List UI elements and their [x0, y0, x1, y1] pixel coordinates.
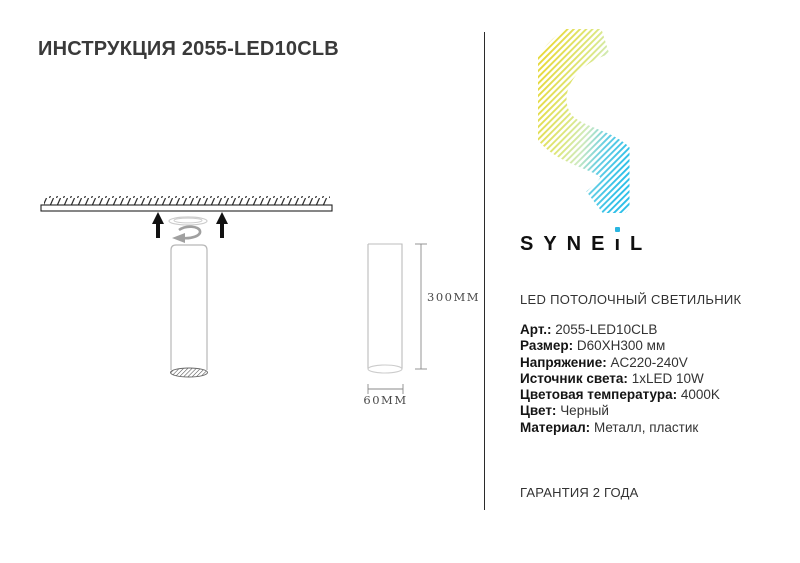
fixture-lens [171, 368, 208, 377]
spec-row [520, 403, 720, 419]
mount-ring-icon [169, 217, 207, 225]
spec-value: AC220-240V [610, 354, 688, 370]
wordmark-i: ı [614, 233, 630, 256]
syneil-logo [529, 29, 653, 213]
ceiling-hatch [44, 196, 330, 205]
width-dim-label: 60MM [363, 393, 408, 407]
rotate-arrow-icon [172, 227, 200, 243]
spec-label: Источник света: [520, 370, 628, 386]
spec-row [520, 322, 720, 338]
spec-list [520, 322, 720, 436]
spec-value: Черный [560, 403, 609, 419]
spec-label: Цветовая температура: [520, 387, 678, 403]
spec-row [520, 338, 720, 354]
spec-value: 4000K [680, 387, 720, 403]
i-dot [615, 227, 620, 232]
wordmark-pre: SYNE [520, 233, 615, 255]
spec-row [520, 371, 720, 387]
product-type-heading: LED ПОТОЛОЧНЫЙ СВЕТИЛЬНИК [520, 292, 742, 307]
ceiling-bar [41, 205, 332, 211]
spec-value: 1xLED 10W [631, 370, 704, 386]
height-dim-line [415, 244, 427, 369]
brand-wordmark [520, 233, 652, 256]
fixture-body [171, 245, 207, 370]
spec-value: Металл, пластик [593, 419, 699, 435]
spec-label: Размер: [520, 338, 574, 354]
spec-label: Материал: [520, 419, 591, 435]
spec-value: D60XH300 мм [576, 338, 666, 354]
spec-row [520, 355, 720, 371]
page-title: ИНСТРУКЦИЯ 2055-LED10CLB [38, 38, 339, 60]
spec-row [520, 420, 720, 436]
spec-label: Цвет: [520, 403, 557, 419]
spec-row [520, 387, 720, 403]
mount-arrow-left [152, 212, 164, 238]
spec-value: 2055-LED10CLB [555, 322, 658, 337]
mount-arrow-right [216, 212, 228, 238]
wordmark-post: L [630, 233, 653, 255]
height-dim-label: 300MM [427, 290, 480, 304]
spec-label: Напряжение: [520, 354, 607, 370]
dim-view-body [368, 244, 402, 373]
spec-label: Арт.: [520, 322, 552, 337]
vertical-divider [484, 32, 485, 510]
warranty-note: ГАРАНТИЯ 2 ГОДА [520, 485, 639, 500]
